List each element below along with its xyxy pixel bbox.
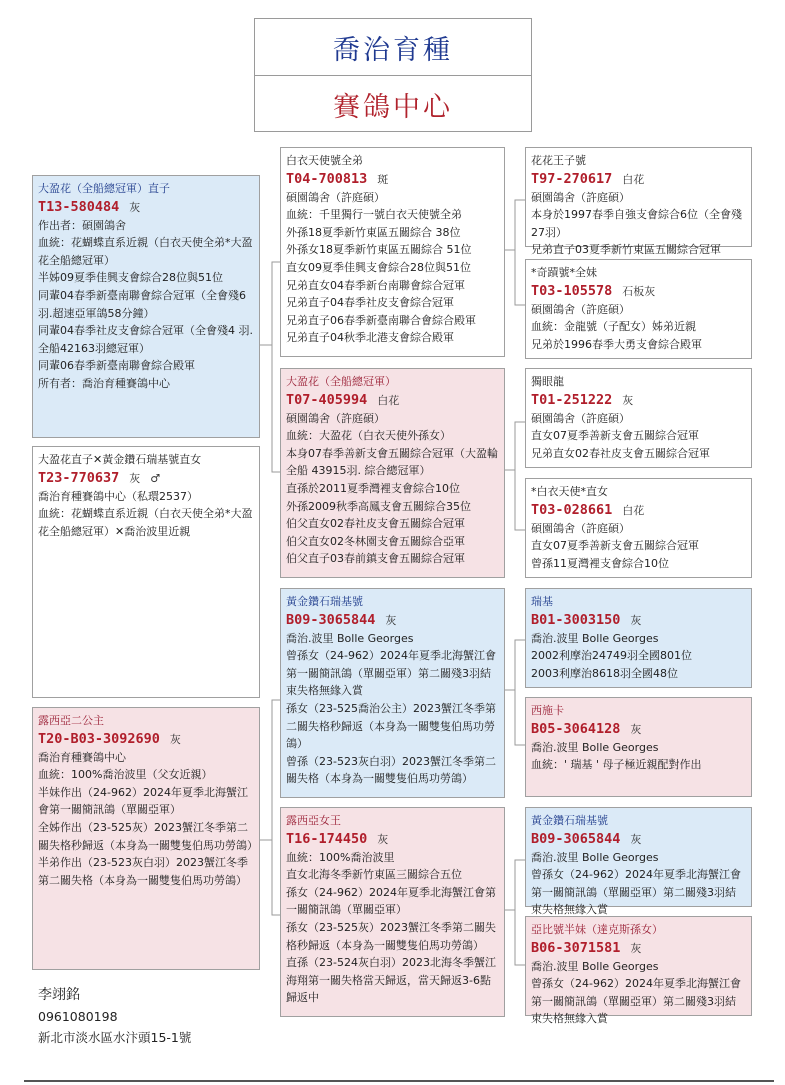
bird-detail-line: 喬治育種賽鴿中心（私環2537） [38,489,198,503]
mother-dam-dam-card [525,916,752,1026]
bird-detail-line: 碩園鴿舍（許庭碩） [286,190,385,204]
bird-detail-line: 兄弟直子06春季新臺南聯合會綜合殿軍 [286,313,476,327]
ring-code: B01-3003150 [531,611,621,628]
partner-sire-card [280,588,505,798]
bird-name: 露西亞二公主 [38,714,104,727]
bird-detail-line: 曾孫女（24-962）2024年夏季北海蟹江會第一關簡訊鴿（單關亞軍）第二關殘3羽結束失格無緣入賞 [531,977,741,1026]
dam-dam-card [525,478,752,578]
bird-detail-line: 血統：金龍號（子配女）姊弟近親 [531,320,696,334]
mother-dam-card [280,807,505,1017]
ring-number [531,611,745,630]
sire-sire-card [525,147,752,257]
bird-name: 獨眼龍 [531,375,564,388]
feather-color: 灰 [377,832,389,846]
bird-detail-line: 半妹作出（24-962）2024年夏季北海蟹江會第一關簡訊鴿（單關亞軍） [38,785,248,817]
connector-subject-sire [260,262,280,345]
ring-code: T07-405994 [286,391,368,408]
bird-detail-line: 直女北海冬季新竹東區三關綜合五位 [286,868,462,882]
bird-detail-line: 直女07夏季善新支會五關綜合冠軍 [531,429,699,443]
bird-detail-line: 伯父直女02冬林園支會五關綜合亞軍 [286,534,465,548]
bird-detail-line: 本身07春季善新支會五關綜合冠軍（大盈輪全船 43915羽. 綜合總冠軍） [286,446,498,478]
bird-detail-line: 兄弟於1996春季大勇支會綜合殿軍 [531,337,702,351]
feather-color: 灰 [630,722,642,736]
sex-symbol: ♂ [150,471,161,485]
connector-partner-sire-parents [505,640,525,690]
bird-detail-line: 碩園鴿舍（許庭碩） [286,411,385,425]
ring-number [38,198,253,217]
bird-name: 亞比號半妹（達克斯孫女） [531,923,663,936]
feather-color: 灰 [129,471,141,485]
bird-detail-line: 伯父直子03春前鎮支會五關綜合冠軍 [286,552,465,566]
connector-mother-dam-parents [505,860,525,910]
ring-number [531,391,745,410]
bird-detail-line: 同輩04春季新臺南聯會綜合冠軍（全會殘6羽.超速亞軍鴿58分鐘） [38,288,246,320]
bird-detail-line: 曾孫11夏灣裡支會綜合10位 [531,556,669,570]
bird-name: 黃金鑽石瑞基號 [531,814,608,827]
bird-detail-line: 孫女（23-525灰）2023蟹江冬季第二關失格秒歸返（本身為一關雙隻伯馬功勞鴿） [286,920,496,952]
bird-detail-line: 碩園鴿舍（許庭碩） [531,411,630,425]
bird-name: 大盈花直子✕黃金鑽石瑞基號直女 [38,453,202,466]
owner-phone: 0961080198 [38,1009,118,1024]
ring-code: B09-3065844 [531,830,621,847]
ring-code: T23-770637 [38,469,120,486]
bird-detail-line: 全姊作出（23-525灰）2023蟹江冬季第二關失格秒歸返（本身為一關雙隻伯馬功勞鴿） [38,820,258,852]
ring-code: T97-270617 [531,170,613,187]
bird-detail-line: 所有者：喬治育種賽鴿中心 [38,376,170,390]
loft-title: 喬治育種 [255,19,531,76]
bird-detail-line: 同輩04春季社皮支會綜合冠軍（全會殘4 羽.全船42163羽總冠軍） [38,324,253,355]
bird-name: 西施卡 [531,704,564,717]
bird-detail-line: 喬治育種賽鴿中心 [38,750,126,764]
center-title: 賽鴿中心 [333,91,453,123]
connector-sire-parents [505,200,525,250]
bird-detail-line: 同輩06春季新臺南聯會綜合殿軍 [38,359,195,373]
ring-code: T01-251222 [531,391,613,408]
bird-detail-line: 喬治.波里 Bolle Georges [531,631,659,645]
ring-code: B05-3064128 [531,720,621,737]
connector-dam-parents [505,422,525,470]
ring-number [531,720,745,739]
bird-name: 大盈花（全船總冠軍） [286,375,396,388]
partner-sire-dam-card [525,697,752,797]
ring-number [286,830,498,849]
bird-detail-line: 外孫18夏季新竹東區五關綜合 38位 [286,225,461,239]
bird-name: *白衣天使*直女 [531,485,608,498]
ring-number [286,170,498,189]
ring-code: T04-700813 [286,170,368,187]
bird-detail-line: 半弟作出（23-523灰白羽）2023蟹江冬季第二關失格（本身為一關雙隻伯馬功勞鴿） [38,856,248,887]
feather-color: 白花 [622,172,645,186]
bird-detail-line: 兄弟直子04春季社皮支會綜合冠軍 [286,296,454,310]
bird-name: 黃金鑽石瑞基號 [286,595,363,608]
bird-name: 大盈花（全船總冠軍）直子 [38,182,170,195]
owner-address: 新北市淡水區水汴頭15-1號 [38,1030,192,1045]
bird-detail-line: 喬治.波里 Bolle Georges [286,631,414,645]
bird-detail-line: 2002利摩治24749羽全國801位 [531,649,692,663]
bird-detail-line: 兄弟直子04秋季北港支會綜合殿軍 [286,331,454,345]
ring-number [531,939,745,958]
bird-detail-line: 碩園鴿舍（許庭碩） [531,521,630,535]
bird-detail-line: 血統：' 瑞基 ' 母子極近親配對作出 [531,758,702,772]
feather-color: 灰 [630,832,642,846]
bird-detail-line: 喬治.波里 Bolle Georges [531,850,659,864]
feather-color: 灰 [129,200,141,214]
bird-detail-line: 血統：100%喬治波里（父女近親） [38,768,213,782]
feather-color: 灰 [630,941,642,955]
ring-code: B09-3065844 [286,611,376,628]
ring-number [286,611,498,630]
bird-detail-line: 血統：花蝴蝶直系近親（白衣天使全弟*大盈花全船總冠軍）✕喬治波里近親 [38,507,253,538]
bird-detail-line: 伯父直女02春社皮支會五關綜合冠軍 [286,517,465,531]
bird-detail-line: 兄弟直女02春社皮支會五關綜合冠軍 [531,446,710,460]
ring-code: T03-105578 [531,282,613,299]
bird-detail-line: 血統：花蝴蝶直系近親（白衣天使全弟*大盈花全船總冠軍） [38,236,253,267]
bird-detail-line: 外孫女18夏季新竹東區五關綜合 51位 [286,243,472,257]
partner-card [32,446,260,698]
ring-number [531,282,745,301]
feather-color: 灰 [169,732,181,746]
bird-detail-line: 直孫於2011夏季灣裡支會綜合10位 [286,481,460,495]
ring-number [38,730,253,749]
sire-card [280,147,505,357]
feather-color: 白花 [622,503,645,517]
bird-detail-line: 兄弟直子03夏季新竹東區五關綜合冠軍 [531,243,721,257]
bird-detail-line: 碩園鴿舍（許庭碩） [531,190,630,204]
bird-detail-line: 喬治.波里 Bolle Georges [531,740,659,754]
bird-name: 露西亞女王 [286,814,341,827]
bird-detail-line: 作出者：碩園鴿舍 [38,218,126,232]
bird-name: 白衣天使號全弟 [286,154,363,167]
bird-detail-line: 喬治.波里 Bolle Georges [531,959,659,973]
mother-card [32,707,260,970]
bird-detail-line: 兄弟直女04春季新台南聯會綜合冠軍 [286,278,465,292]
ring-number [286,391,498,410]
bird-detail-line: 碩園鴿舍（許庭碩） [531,302,630,316]
ring-number [531,830,745,849]
bird-name: 瑞基 [531,595,553,608]
connector-subject-dam [260,345,280,472]
dam-sire-card [525,368,752,468]
feather-color: 斑 [377,172,389,186]
bird-name: 花花王子號 [531,154,586,167]
ring-number [38,469,253,488]
feather-color: 灰 [622,393,634,407]
bird-detail-line: 孫女（23-525喬治公主）2023蟹江冬季第二關失格秒歸返（本身為一關雙隻伯馬功勞鴿） [286,701,496,751]
ring-code: T20-B03-3092690 [38,730,160,747]
bird-detail-line: 直女09夏季佳興支會綜合28位與51位 [286,260,471,274]
feather-color: 石板灰 [622,284,656,298]
ring-code: T16-174450 [286,830,368,847]
ring-code: T13-580484 [38,198,120,215]
bird-detail-line: 血統：千里獨行一號白衣天使號全弟 [286,208,462,222]
ring-code: B06-3071581 [531,939,621,956]
ring-number [531,170,745,189]
bird-detail-line: 曾孫（23-523灰白羽）2023蟹江冬季第二關失格（本身為一關雙隻伯馬功勞鴿） [286,754,496,786]
bird-detail-line: 直孫（23-524灰白羽）2023北海冬季蟹江海翔第一關失格當天歸返，當天歸返3-6點歸返中 [286,956,496,1005]
bird-detail-line: 2003利摩治8618羽全國48位 [531,666,678,680]
bird-detail-line: 直女07夏季善新支會五關綜合冠軍 [531,539,699,553]
connector-mother-parents [260,700,280,840]
bird-detail-line: 半姊09夏季佳興支會綜合28位與51位 [38,271,223,285]
bird-detail-line: 孫女（24-962）2024年夏季北海蟹江會第一關簡訊鴿（單關亞軍） [286,885,496,917]
mother-sire-card [525,807,752,917]
bird-detail-line: 曾孫女（24-962）2024年夏季北海蟹江會第一關簡訊鴿（單關亞軍）第二關殘3羽結束失格無緣入賞 [531,868,741,917]
bird-detail-line: 本身於1997春季自強支會綜合6位（全會殘27羽） [531,208,742,239]
sire-dam-card [525,259,752,359]
partner-sire-sire-card [525,588,752,688]
ring-code: T03-028661 [531,501,613,518]
bottom-divider [24,1080,774,1082]
feather-color: 灰 [385,613,397,627]
bird-detail-line: 血統：大盈花（白衣天使外孫女） [286,429,451,443]
subject-card [32,175,260,438]
dam-card [280,368,505,578]
bird-name: *奇蹟號*全妹 [531,266,597,279]
bird-detail-line: 外孫2009秋季高鳳支會五關綜合35位 [286,499,471,513]
feather-color: 白花 [377,393,400,407]
bird-detail-line: 曾孫女（24-962）2024年夏季北海蟹江會第一關簡訊鴿（單關亞軍）第二關殘3羽結束失格無緣入賞 [286,649,496,698]
owner-contact [38,985,191,1048]
bird-detail-line: 血統：100%喬治波里 [286,850,395,864]
ring-number [531,501,745,520]
owner-name: 李翊銘 [38,987,80,1003]
feather-color: 灰 [630,613,642,627]
